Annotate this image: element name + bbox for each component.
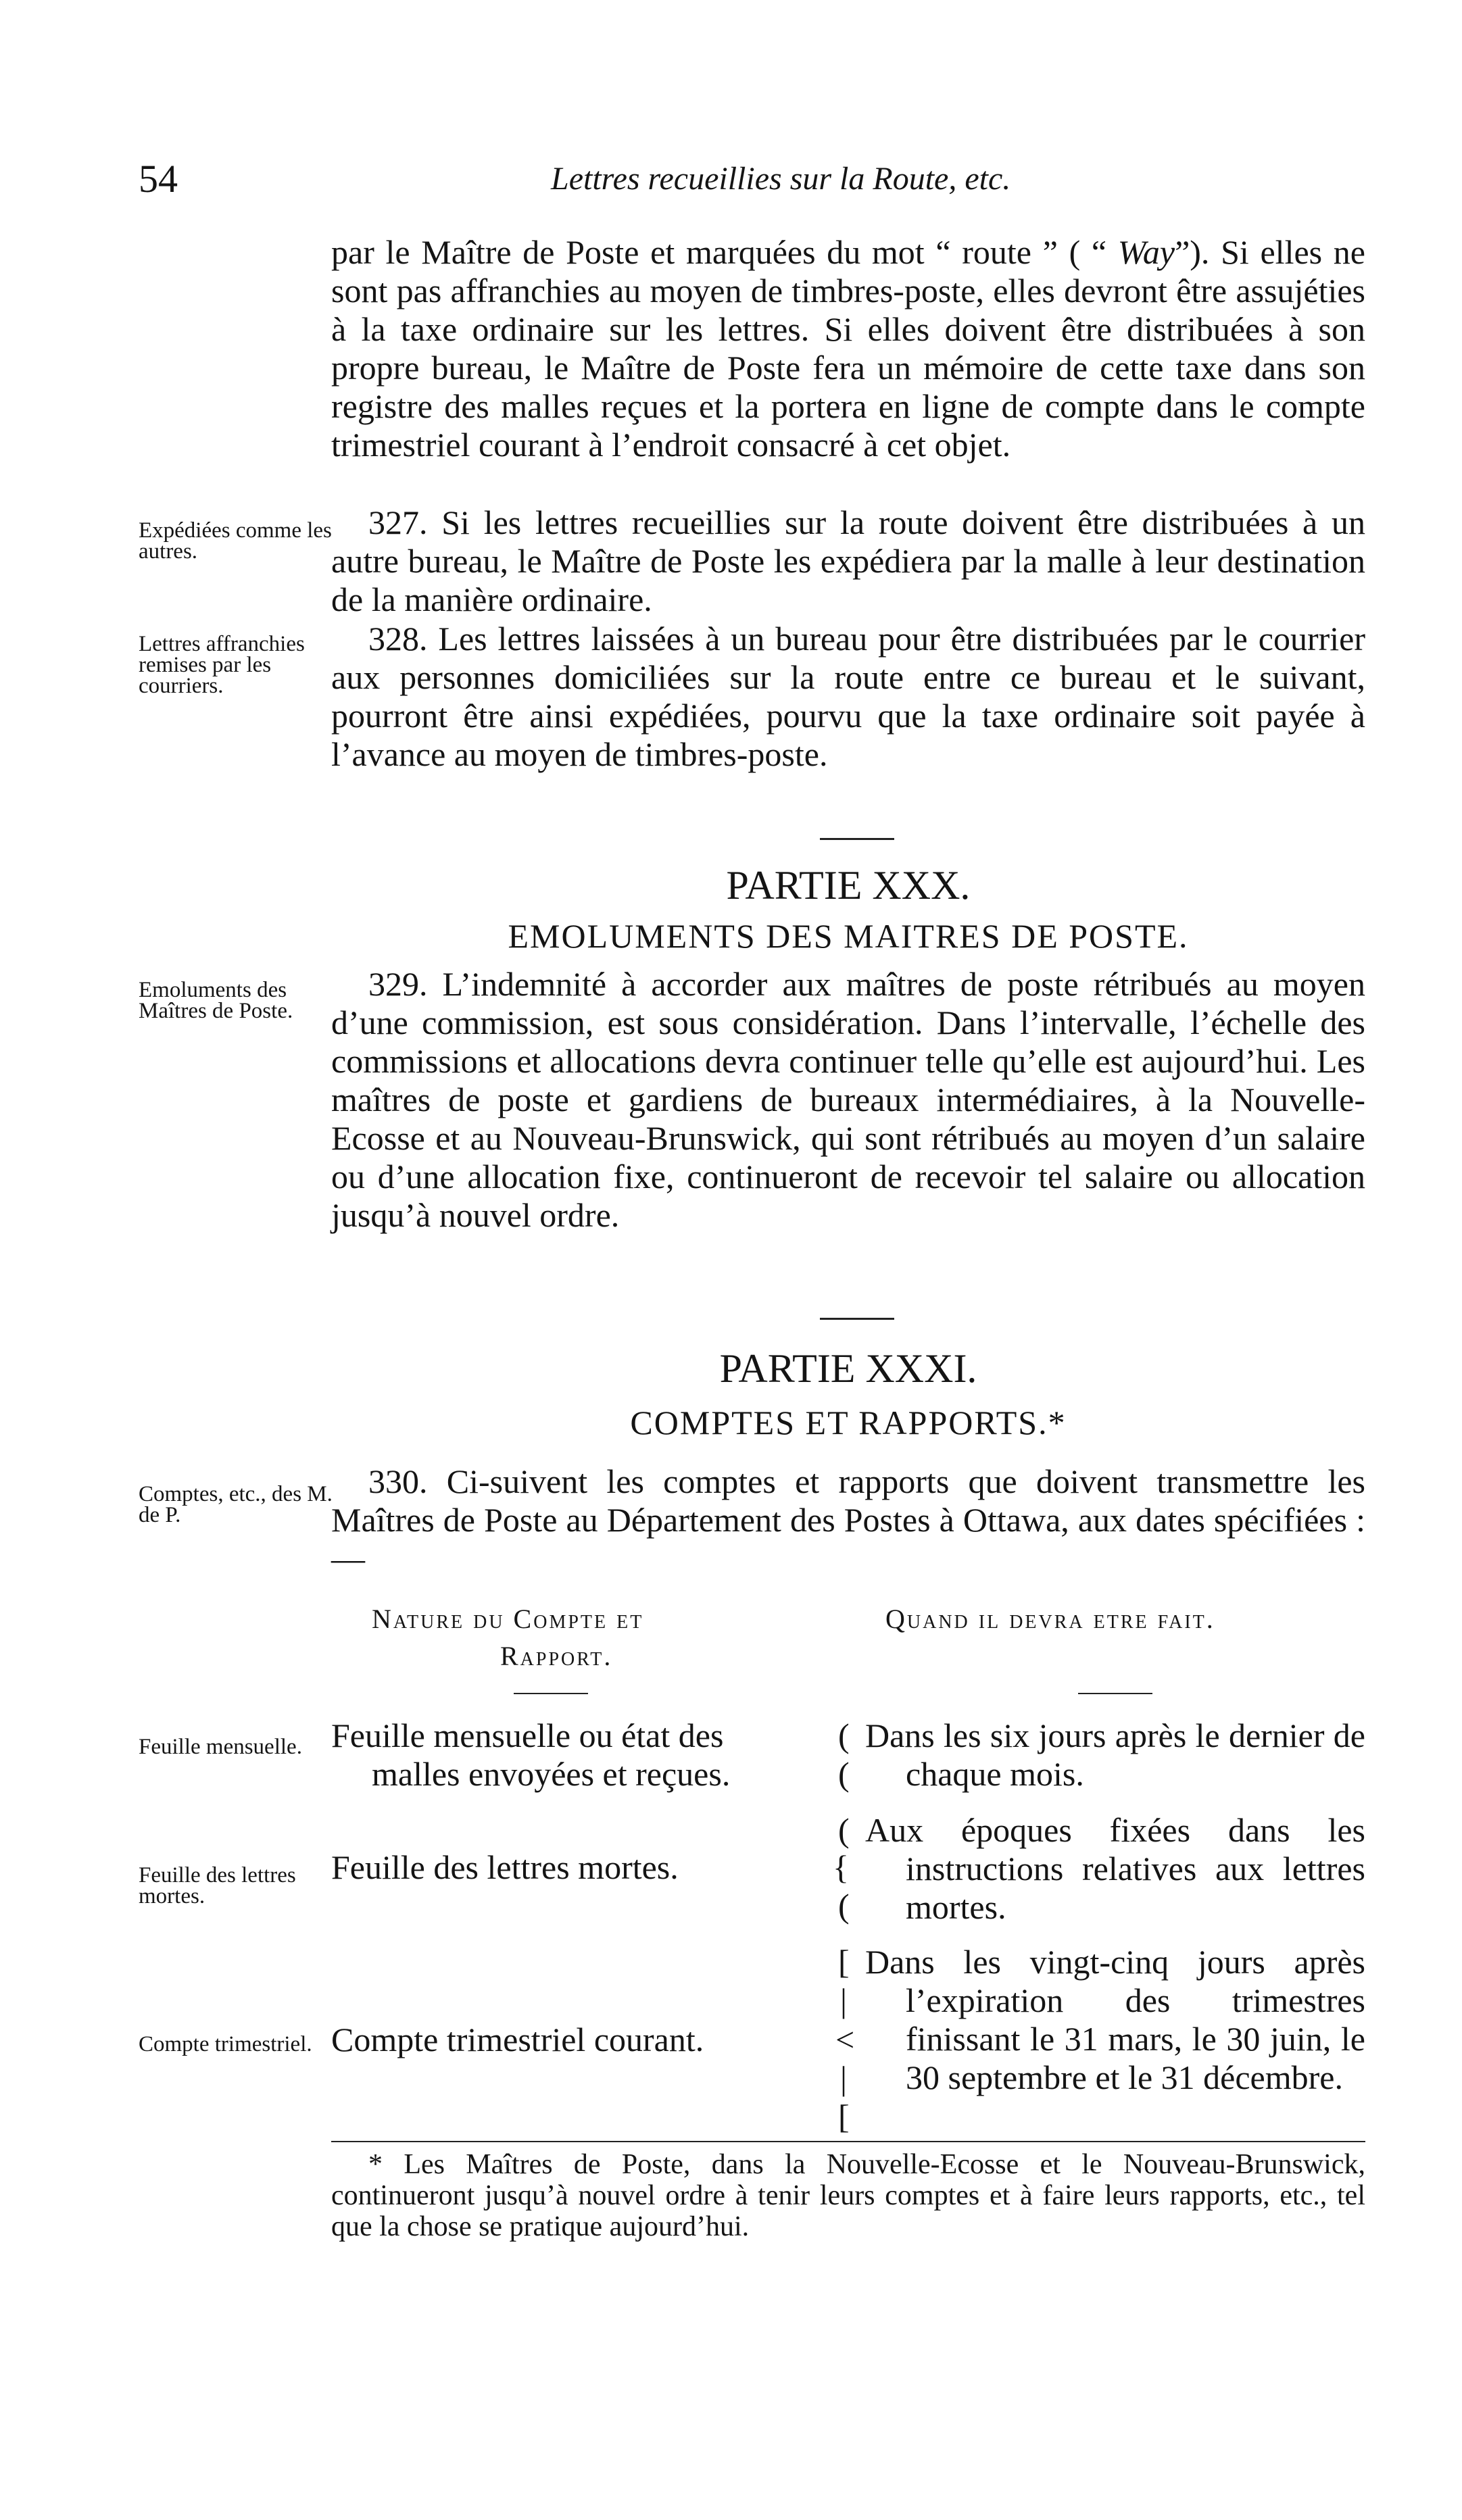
section-divider-1 bbox=[820, 838, 894, 840]
margin-note-row2: Feuille des lettres mortes. bbox=[139, 1863, 296, 1908]
table-row1-when: Dans les six jours après le dernier de chaque mois. bbox=[865, 1716, 1365, 1793]
brace-row2-bottom: ( bbox=[838, 1887, 850, 1925]
brace-row1-top: ( bbox=[838, 1716, 850, 1754]
footnote-rule bbox=[331, 2141, 1365, 2142]
brace-row3-5: [ bbox=[838, 2098, 850, 2135]
brace-row2-top: ( bbox=[838, 1811, 850, 1849]
continuation-text-1: par le Maître de Poste et marquées du mot “ route ” ( “ bbox=[331, 233, 1118, 271]
part-30-title: PARTIE XXX. bbox=[726, 863, 971, 908]
margin-note-328: Lettres affranchies remises par les courriers. bbox=[139, 632, 305, 698]
running-title: Lettres recueillies sur la Route, etc. bbox=[551, 161, 1011, 197]
brace-row3-2: | bbox=[840, 1981, 848, 2019]
margin-note-row1: Feuille mensuelle. bbox=[139, 1735, 302, 1759]
footnote: * Les Maîtres de Poste, dans la Nouvelle-Ecosse et le Nouveau-Brunswick, continueront jusqu’à nouvel ordre à tenir leurs comptes et à faire leurs rapports, etc., tel que la chose se pratique aujourd’hui. bbox=[331, 2149, 1365, 2242]
table-rule-left bbox=[514, 1693, 588, 1694]
part-30-subtitle: EMOLUMENTS DES MAITRES DE POSTE. bbox=[508, 917, 1189, 955]
margin-note-row3: Compte trimestriel. bbox=[139, 2032, 312, 2056]
paragraph-327: 327. Si les lettres recueillies sur la route doivent être distribuées à un autre bureau, le Maître de Poste les expédiera par la malle à leur destination de la manière ordinaire. bbox=[331, 503, 1365, 618]
table-row3-name: Compte trimestriel courant. bbox=[331, 2021, 704, 2058]
margin-note-330: Comptes, etc., des M. de P. bbox=[139, 1482, 333, 1527]
table-rule-right bbox=[1078, 1693, 1152, 1694]
table-col1-header-line1: Nature du Compte et bbox=[372, 1604, 644, 1634]
margin-note-329: Emoluments des Maîtres de Poste. bbox=[139, 978, 293, 1023]
brace-row2-middle: { bbox=[833, 1848, 849, 1886]
brace-row3-3: < bbox=[835, 2021, 855, 2058]
brace-row3-4: | bbox=[840, 2059, 848, 2097]
paragraph-330: 330. Ci-suivent les comptes et rapports que doivent transmettre les Maîtres de Poste au Département des Postes à Ottawa, aux dates spécifiées :— bbox=[331, 1462, 1365, 1577]
part-31-subtitle: COMPTES ET RAPPORTS.* bbox=[630, 1404, 1067, 1441]
part-31-title: PARTIE XXXI. bbox=[719, 1346, 977, 1391]
table-col1-header-line2: Rapport. bbox=[500, 1641, 613, 1671]
continuation-way-word: Way bbox=[1117, 233, 1175, 271]
section-divider-2 bbox=[820, 1318, 894, 1320]
table-row3-when: Dans les vingt-cinq jours après l’expiration des trimestres finissant le 31 mars, le 30 juin, le 30 septembre et le 31 décembre. bbox=[865, 1943, 1365, 2096]
table-row2-when: Aux époques fixées dans les instructions relatives aux lettres mortes. bbox=[865, 1811, 1365, 1926]
margin-note-327: Expédiées comme les autres. bbox=[139, 518, 332, 564]
brace-row3-1: [ bbox=[838, 1943, 850, 1981]
brace-row1-bottom: ( bbox=[838, 1755, 850, 1793]
continuation-paragraph bbox=[331, 233, 1365, 464]
table-row1-name-line1: Feuille mensuelle ou état des bbox=[331, 1716, 724, 1754]
table-row2-name: Feuille des lettres mortes. bbox=[331, 1848, 679, 1886]
running-header bbox=[139, 155, 1375, 203]
paragraph-328: 328. Les lettres laissées à un bureau pour être distribuées par le courrier aux personnes domiciliées sur la route entre ce bureau et le suivant, pourront être ainsi expédiées, pourvu que la taxe ordinaire soit payée à l’avance au moyen de timbres-poste. bbox=[331, 620, 1365, 773]
table-col2-header: Quand il devra etre fait. bbox=[885, 1604, 1215, 1634]
continuation-text-2: ”). Si elles ne sont pas affranchies au moyen de timbres-poste, elles devront être assujéties à la taxe ordinaire sur les lettres. Si elles doivent être distribuées à son propre bureau, le Maître de Poste fera un mémoire de cette taxe dans son registre des malles reçues et la portera en ligne de compte dans le compte trimestriel courant à l’endroit consacré à cet objet. bbox=[331, 233, 1365, 464]
table-row1-name-line2: malles envoyées et reçues. bbox=[372, 1755, 731, 1793]
page-number: 54 bbox=[139, 157, 178, 201]
paragraph-329: 329. L’indemnité à accorder aux maîtres de poste rétribués au moyen d’une commission, est sous considération. Dans l’intervalle, l’échelle des commissions et allocations devra continuer telle qu’elle est aujourd’hui. Les maîtres de poste et gardiens de bureaux intermédiaires, à la Nouvelle-Ecosse et au Nouveau-Brunswick, qui sont rétribués au moyen d’un salaire ou d’une allocation fixe, continueront de recevoir tel salaire ou allocation jusqu’à nouvel ordre. bbox=[331, 965, 1365, 1234]
